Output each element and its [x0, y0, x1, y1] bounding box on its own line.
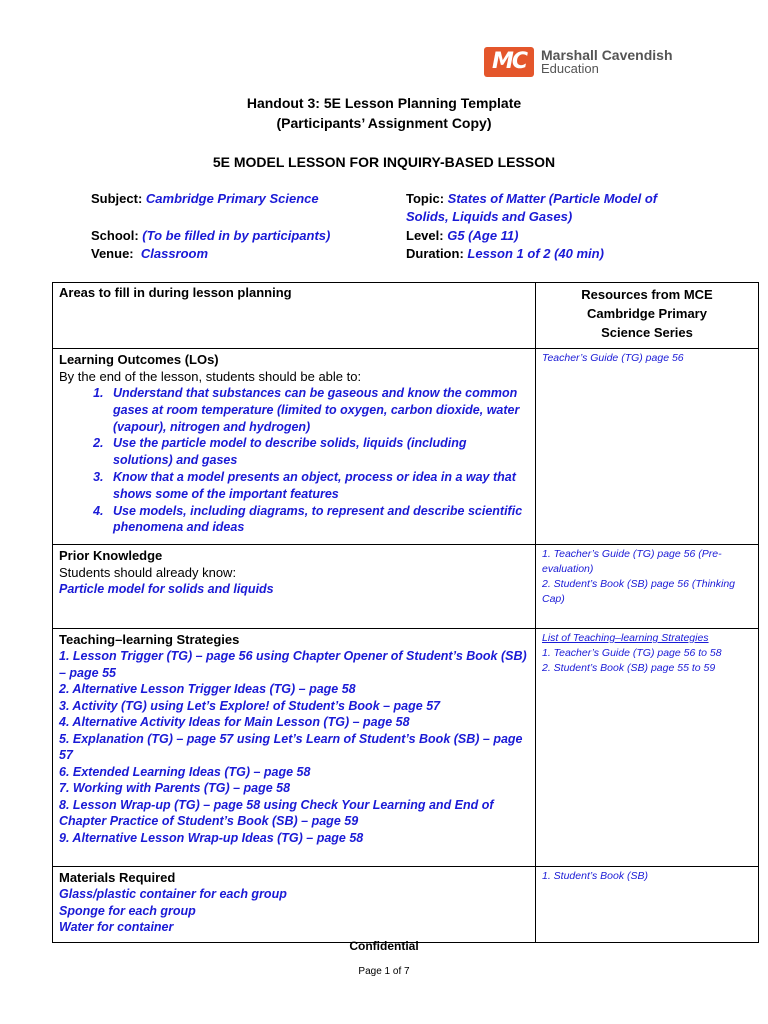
handout-subtitle: (Participants’ Assignment Copy) [276, 115, 492, 131]
learning-outcomes-cell [53, 349, 536, 545]
list-item: 3. Know that a model presents an object, process or idea in a way that shows some of the important features [107, 469, 529, 503]
list-item: 9. Alternative Lesson Wrap-up Ideas (TG) – page 58 [59, 830, 364, 845]
lo-resources: Teacher’s Guide (TG) page 56 [536, 349, 759, 545]
lo-list [59, 385, 529, 536]
mr-title: Materials Required [59, 870, 176, 885]
list-item: 1. Understand that substances can be gaseous and know the common gases at room temperature (limited to oxygen, carbon dioxide, water (vapour), nitrogen and hydrogen) [107, 385, 529, 435]
page-number: Page 1 of 7 [358, 966, 410, 977]
list-item: 6. Extended Learning Ideas (TG) – page 58 [59, 764, 311, 779]
venue-value: Classroom [140, 246, 209, 261]
teaching-strategies-row [53, 629, 759, 867]
list-item: 2. Use the particle model to describe solids, liquids (including solutions) and gases [107, 435, 529, 469]
tl-title: Teaching–learning Strategies [59, 632, 240, 647]
materials-row [53, 867, 759, 943]
learning-outcomes-row [53, 349, 759, 545]
mr-resources: 1. Student’s Book (SB) [536, 867, 759, 943]
logo-line1: Marshall Cavendish [541, 47, 673, 63]
header-resources: Resources from MCE Cambridge Primary Science Series [536, 283, 759, 349]
list-item: 2. Alternative Lesson Trigger Ideas (TG) – page 58 [59, 682, 356, 696]
list-item: 3. Activity (TG) using Let’s Explore! of Student’s Book – page 57 [59, 698, 441, 713]
prior-knowledge-row [53, 545, 759, 629]
list-item: 7. Working with Parents (TG) – page 58 [59, 781, 291, 795]
duration-value: Lesson 1 of 2 (40 min) [467, 246, 604, 261]
school-row: School: (To be filled in by participants) Venue: Classroom [91, 228, 331, 261]
header-areas: Areas to fill in during lesson planning [53, 283, 536, 349]
publisher-logo [484, 44, 673, 80]
school-value: (To be filled in by participants) [142, 228, 331, 243]
list-item: 4. Alternative Activity Ideas for Main Lesson (TG) – page 58 [59, 715, 410, 729]
lo-title: Learning Outcomes (LOs) [59, 352, 219, 367]
confidential-label: Confidential [349, 939, 419, 953]
list-item: Water for container [59, 920, 174, 934]
tl-resources: List of Teaching–learning Strategies 1. Teacher’s Guide (TG) page 56 to 58 2. Student’s Book (SB) page 55 to 59 [536, 629, 759, 867]
handout-title: Handout 3: 5E Lesson Planning Template [246, 95, 522, 111]
topic-value-2: Solids, Liquids and Gases) [406, 209, 573, 224]
pk-title: Prior Knowledge [59, 548, 163, 563]
pk-intro: Students should already know: [59, 565, 237, 580]
mc-logo-mark: MC [484, 47, 534, 77]
level-row: Level: G5 (Age 11) Duration: Lesson 1 of 2 (40 min) [406, 228, 604, 261]
list-item: 8. Lesson Wrap-up (TG) – page 58 using Check Your Learning and End of Chapter Practice of Student’s Book (SB) – page 59 [59, 797, 494, 828]
list-item: Sponge for each group [59, 903, 196, 918]
list-item: 5. Explanation (TG) – page 57 using Let’s Learn of Student’s Book (SB) – page 57 [59, 731, 523, 762]
topic-value-1: States of Matter (Particle Model of [447, 191, 658, 206]
logo-text [541, 48, 673, 76]
lesson-heading: 5E MODEL LESSON FOR INQUIRY-BASED LESSON [212, 154, 556, 170]
subject-value: Cambridge Primary Science [145, 191, 319, 206]
list-item: Glass/plastic container for each group [59, 887, 287, 901]
level-value: G5 (Age 11) [447, 228, 519, 243]
materials-cell [53, 867, 536, 943]
logo-line2: Education [541, 61, 599, 76]
pk-value: Particle model for solids and liquids [59, 582, 274, 596]
lesson-plan-table [52, 282, 759, 943]
prior-knowledge-cell [53, 545, 536, 629]
topic-row: Topic: States of Matter (Particle Model of Solids, Liquids and Gases) [406, 191, 658, 224]
lo-intro: By the end of the lesson, students should be able to: [59, 369, 362, 384]
table-header-row [53, 283, 759, 349]
list-item: 1. Lesson Trigger (TG) – page 56 using Chapter Opener of Student’s Book (SB) – page 55 [59, 649, 527, 680]
subject-row: Subject: Cambridge Primary Science [91, 191, 319, 206]
tl-strategies-link[interactable]: List of Teaching–learning Strategies [542, 632, 709, 644]
pk-resources: 1. Teacher’s Guide (TG) page 56 (Pre-evaluation) 2. Student’s Book (SB) page 56 (Thinking Cap) [536, 545, 759, 629]
teaching-strategies-cell [53, 629, 536, 867]
list-item: 4. Use models, including diagrams, to represent and describe scientific phenomena and ideas [107, 503, 529, 537]
